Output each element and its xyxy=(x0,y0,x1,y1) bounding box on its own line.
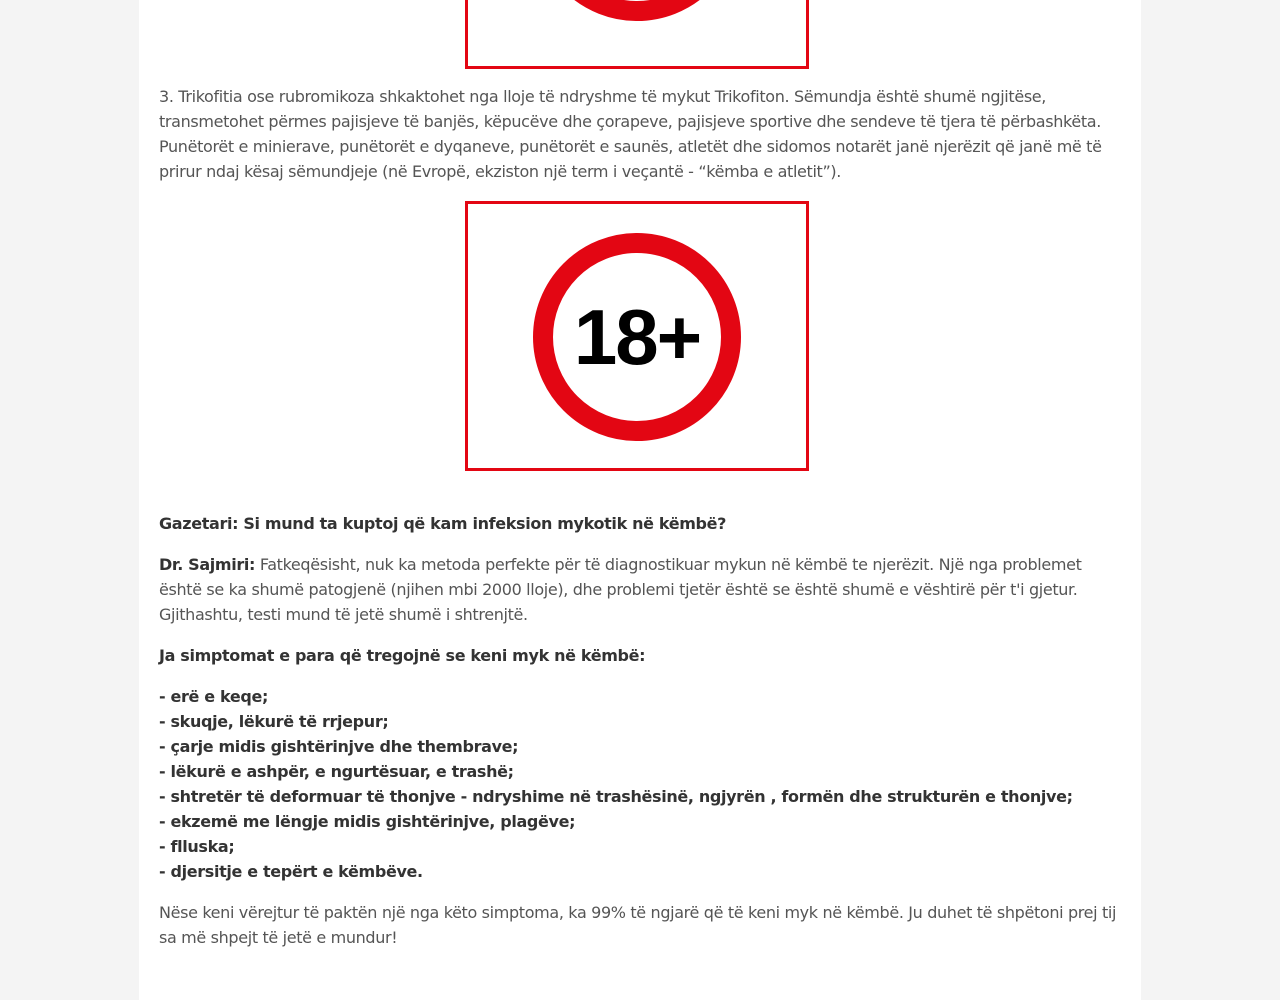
age-warning-image-top xyxy=(465,0,809,69)
symptom-item: - lëkurë e ashpër, e ngurtësuar, e trashë; xyxy=(159,762,514,781)
symptoms-heading: Ja simptomat e para që tregojnë se keni myk në këmbë: xyxy=(159,646,646,665)
journalist-question: Gazetari: Si mund ta kuptoj që kam infeksion mykotik në këmbë? xyxy=(159,514,727,533)
symptoms-list xyxy=(159,684,1121,884)
article-page xyxy=(139,0,1141,1000)
doctor-name: Dr. Sajmiri: xyxy=(159,555,256,574)
age-warning-sign-top xyxy=(533,0,741,21)
closing-paragraph: Nëse keni vërejtur të paktën një nga këto simptoma, ka 99% të ngjarë që të keni myk në këmbë. Ju duhet të shpëtoni prej tij sa më shpejt të jetë e mundur! xyxy=(159,903,1117,947)
symptom-item: - ekzemë me lëngje midis gishtërinjve, plagëve; xyxy=(159,812,576,831)
age-warning-sign xyxy=(533,233,741,441)
symptom-item: - çarje midis gishtërinjve dhe thembrave; xyxy=(159,737,519,756)
symptom-item: - djersitje e tepërt e këmbëve. xyxy=(159,862,423,881)
age-warning-image xyxy=(465,201,809,471)
symptom-item: - shtretër të deformuar të thonjve - ndryshime në trashësinë, ngjyrën , formën dhe strukturën e thonjve; xyxy=(159,787,1073,806)
symptom-item: - skuqje, lëkurë të rrjepur; xyxy=(159,712,389,731)
doctor-answer-text: Fatkeqësisht, nuk ka metoda perfekte për të diagnostikuar mykun në këmbë te njerëzit. Një nga problemet është se ka shumë patogjenë (njihen mbi 2000 lloje), dhe problemi tjetër është se është shumë e vështirë për t'i gjetur. Gjithashtu, testi mund të jetë shumë i shtrenjtë. xyxy=(159,555,1082,624)
age-warning-label: 18+ xyxy=(573,293,701,381)
symptom-item: - erë e keqe; xyxy=(159,687,269,706)
doctor-answer xyxy=(159,552,1121,627)
symptom-item: - flluska; xyxy=(159,837,235,856)
paragraph-trichophytia: 3. Trikofitia ose rubromikoza shkaktohet nga lloje të ndryshme të mykut Trikofiton. Sëmundja është shumë ngjitëse, transmetohet përmes pajisjeve të banjës, këpucëve dhe çorapeve, pajisjeve sportive dhe sendeve të tjera të përbashkëta. Punëtorët e minierave, punëtorët e dyqaneve, punëtorët e saunës, atletët dhe sidomos notarët janë njerëzit që janë më të prirur ndaj kësaj sëmundjeje (në Evropë, ekziston një term i veçantë - “këmba e atletit”). xyxy=(159,87,1102,181)
